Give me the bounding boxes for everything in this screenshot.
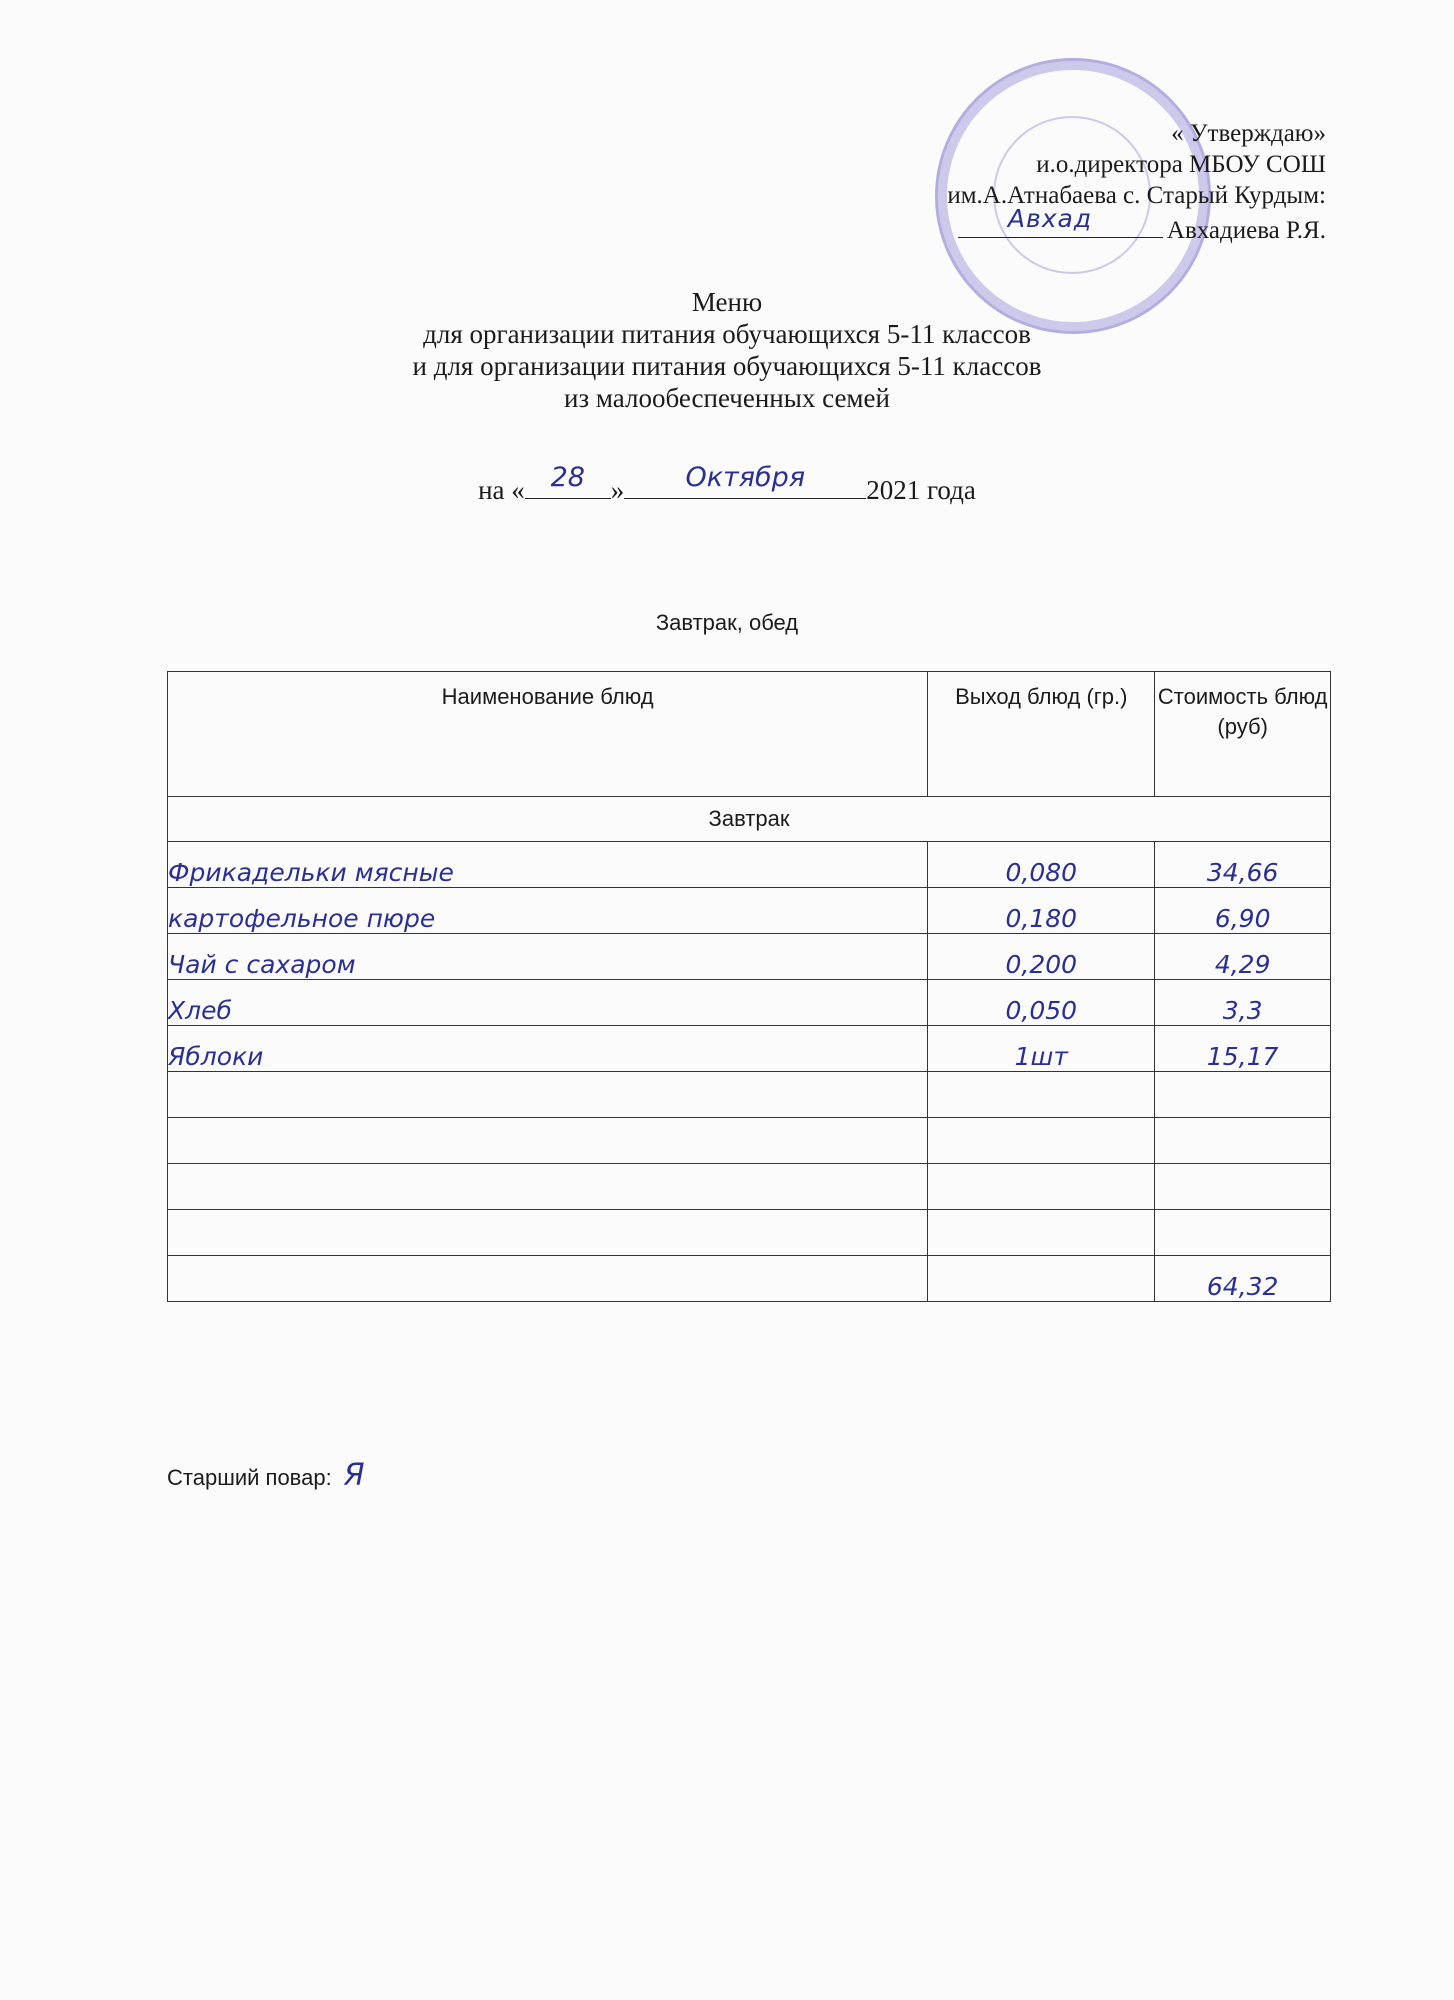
approval-school: им.А.Атнабаева с. Старый Курдым: — [947, 182, 1326, 209]
approval-position: и.о.директора МБОУ СОШ — [1036, 151, 1326, 178]
dish-yield — [928, 1256, 1155, 1302]
dish-cost: 15,17 — [1155, 1026, 1331, 1072]
table-row — [168, 1026, 1331, 1072]
dish-name: Яблоки — [168, 1026, 928, 1072]
dish-cost — [1155, 1210, 1331, 1256]
director-name: Авхадиева Р.Я. — [1166, 217, 1326, 244]
dish-yield: 0,080 — [928, 842, 1155, 888]
header-yield: Выход блюд (гр.) — [928, 672, 1155, 797]
header-dish-name: Наименование блюд — [168, 672, 928, 797]
cook-label: Старший повар: — [167, 1465, 332, 1490]
date-middle: » — [610, 475, 625, 505]
table-row — [168, 842, 1331, 888]
month-value: Октября — [685, 462, 806, 493]
dish-yield: 0,050 — [928, 980, 1155, 1026]
dish-cost: 6,90 — [1155, 888, 1331, 934]
meal-label: Завтрак, обед — [655, 610, 799, 635]
dish-name — [168, 1118, 928, 1164]
cook-signature-line — [167, 1458, 365, 1493]
table-header-row — [168, 672, 1331, 797]
table-row — [168, 1164, 1331, 1210]
table-row — [168, 1072, 1331, 1118]
cook-signature: Я — [343, 1458, 365, 1493]
director-signature-field — [958, 204, 1163, 238]
dish-yield — [928, 1210, 1155, 1256]
date-suffix: 2021 года — [866, 475, 976, 505]
day-field — [525, 462, 611, 499]
date-line — [0, 462, 1454, 506]
dish-name — [168, 1210, 928, 1256]
title-line-1: Меню — [691, 287, 763, 317]
document-title — [0, 286, 1454, 414]
section-breakfast: Завтрак — [168, 797, 1331, 842]
dish-cost — [1155, 1164, 1331, 1210]
table-row — [168, 888, 1331, 934]
table-row — [168, 934, 1331, 980]
approval-heading: « Утверждаю» — [1171, 120, 1326, 147]
dish-name — [168, 1072, 928, 1118]
day-value: 28 — [550, 462, 585, 493]
title-line-3: и для организации питания обучающихся 5-11 классов — [412, 351, 1042, 381]
dish-yield — [928, 1164, 1155, 1210]
dish-name — [168, 1256, 928, 1302]
table-row — [168, 1210, 1331, 1256]
dish-cost — [1155, 1118, 1331, 1164]
dish-name: Фрикадельки мясные — [168, 842, 928, 888]
director-signature: Авхад — [1007, 204, 1093, 233]
menu-table — [167, 671, 1331, 1302]
dish-cost — [1155, 1072, 1331, 1118]
month-field — [624, 462, 866, 499]
table-row — [168, 980, 1331, 1026]
total-cost: 64,32 — [1155, 1256, 1331, 1302]
table-row — [168, 1118, 1331, 1164]
dish-name: Хлеб — [168, 980, 928, 1026]
title-line-4: из малообеспеченных семей — [564, 383, 890, 413]
dish-yield: 0,200 — [928, 934, 1155, 980]
section-row — [168, 797, 1331, 842]
approval-block — [806, 118, 1326, 246]
dish-cost: 4,29 — [1155, 934, 1331, 980]
dish-yield — [928, 1072, 1155, 1118]
approval-signature-line — [806, 204, 1326, 246]
dish-yield — [928, 1118, 1155, 1164]
title-line-2: для организации питания обучающихся 5-11 классов — [423, 319, 1031, 349]
dish-yield: 1шт — [928, 1026, 1155, 1072]
total-row — [168, 1256, 1331, 1302]
dish-name — [168, 1164, 928, 1210]
dish-cost: 3,3 — [1155, 980, 1331, 1026]
date-prefix: на « — [478, 475, 525, 505]
dish-yield: 0,180 — [928, 888, 1155, 934]
dish-name: Чай с сахаром — [168, 934, 928, 980]
header-cost: Стоимость блюд (руб) — [1155, 672, 1331, 797]
dish-cost: 34,66 — [1155, 842, 1331, 888]
dish-name: картофельное пюре — [168, 888, 928, 934]
